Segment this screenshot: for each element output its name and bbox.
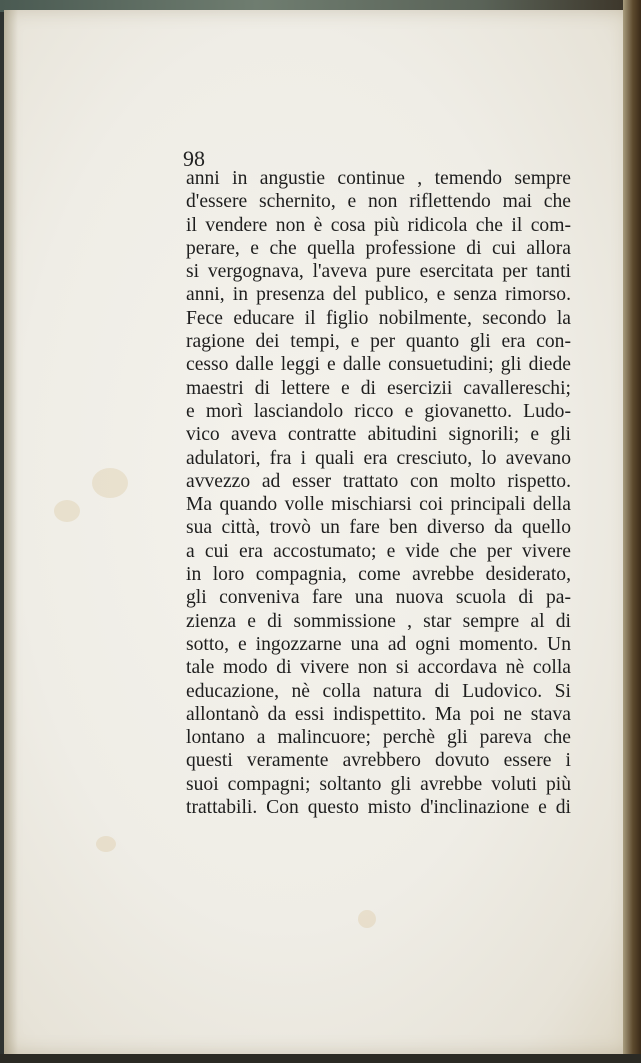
text-line: educazione, nè colla natura di Ludovico. Si (186, 680, 571, 702)
text-line: questi veramente avrebbero dovuto essere i (186, 750, 571, 772)
text-line: cesso dalle leggi e dalle consuetudini; gli diede (186, 354, 571, 376)
body-text (186, 167, 571, 819)
book-fore-edge (623, 0, 641, 1063)
text-line: si vergognava, l'aveva pure esercitata per tanti (186, 261, 571, 283)
text-line: gli conveniva fare una nuova scuola di pa- (186, 587, 571, 609)
text-line: maestri di lettere e di esercizii cavallereschi; (186, 377, 571, 399)
text-line: in loro compagnia, come avrebbe desiderato, (186, 564, 571, 586)
paper-stain (92, 468, 128, 498)
text-line: avvezzo ad esser trattato con molto rispetto. (186, 470, 571, 492)
text-line: Fece educare il figlio nobilmente, secondo la (186, 307, 571, 329)
text-line: ragione dei tempi, e per quanto gli era con- (186, 331, 571, 353)
text-line: allontanò da essi indispettito. Ma poi ne stava (186, 703, 571, 725)
book-bottom-edge (0, 1054, 641, 1063)
text-line: perare, e che quella professione di cui allora (186, 237, 571, 259)
text-line: sua città, trovò un fare ben diverso da quello (186, 517, 571, 539)
paper-stain (358, 910, 376, 928)
text-line: tale modo di vivere non si accordava nè colla (186, 657, 571, 679)
text-line: d'essere schernito, e non riflettendo mai che (186, 191, 571, 213)
paper-stain (54, 500, 80, 522)
text-line: anni, in presenza del publico, e senza rimorso. (186, 284, 571, 306)
text-line: trattabili. Con questo misto d'inclinazione e di (186, 797, 571, 819)
text-line: zienza e di sommissione , star sempre al di (186, 610, 571, 632)
text-line: e morì lasciandolo ricco e giovanetto. Ludo- (186, 400, 571, 422)
text-line: lontano a malincuore; perchè gli pareva che (186, 727, 571, 749)
text-line: anni in angustie continue , temendo sempre (186, 168, 571, 189)
text-line: a cui era accostumato; e vide che per vivere (186, 540, 571, 562)
text-line: vico aveva contratte abitudini signorili; e gli (186, 424, 571, 446)
text-line: sotto, e ingozzarne una ad ogni momento. Un (186, 633, 571, 655)
text-line: Ma quando volle mischiarsi coi principali della (186, 494, 571, 516)
text-line: suoi compagni; soltanto gli avrebbe voluti più (186, 773, 571, 795)
paper-stain (96, 836, 116, 852)
text-line: adulatori, fra i quali era cresciuto, lo avevano (186, 447, 571, 469)
page-number: 98 (183, 146, 205, 171)
text-line: il vendere non è cosa più ridicola che il com- (186, 214, 571, 236)
page-gutter-shadow (4, 10, 18, 1054)
